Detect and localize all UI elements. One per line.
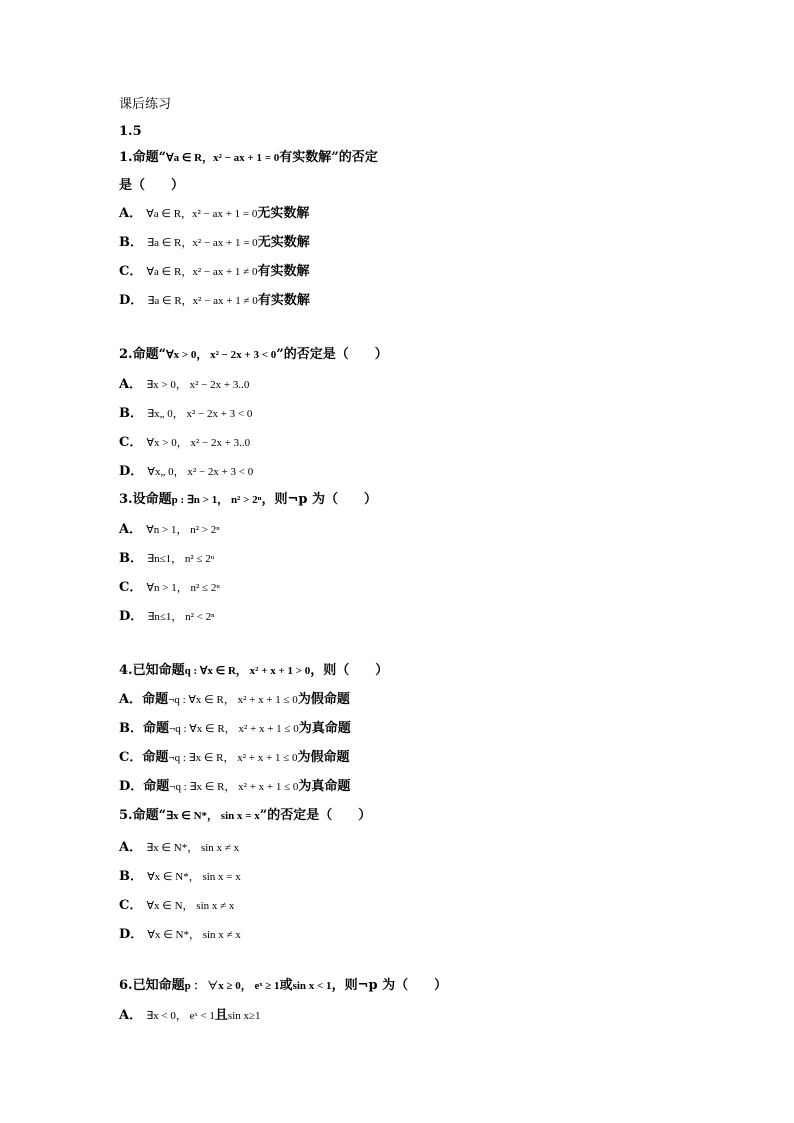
question-2-option-b: B． ∃x„ 0， x² − 2x + 3 < 0 [119, 406, 253, 421]
question-4-option-c: C．命题¬q : ∃x ∈ R， x² + x + 1 ≤ 0为假命题 [119, 750, 350, 765]
question-5-option-d: D． ∀x ∈ N*， sin x ≠ x [119, 927, 241, 942]
math-expression: ∀a ∈ R，x² − ax + 1 = 0 [166, 152, 280, 164]
question-4-stem: 4.已知命题q : ∀x ∈ R， x² + x + 1 > 0，则（ ） [119, 663, 389, 678]
question-2-option-d: D． ∀x„ 0， x² − 2x + 3 < 0 [119, 464, 254, 479]
question-6-stem: 6.已知命题p ： ∀x ≥ 0， eˣ ≥ 1或sin x < 1，则¬p 为（ ） [119, 978, 448, 993]
question-1-option-a: A． ∀a ∈ R，x² − ax + 1 = 0无实数解 [119, 206, 310, 221]
question-5-stem: 5.命题“∃x ∈ N*， sin x = x”的否定是（ ） [119, 808, 372, 823]
question-2-option-a: A． ∃x > 0， x² − 2x + 3..0 [119, 377, 250, 392]
question-5-option-b: B． ∀x ∈ N*， sin x = x [119, 869, 241, 884]
question-3-stem: 3.设命题p : ∃n > 1， n² > 2ⁿ，则¬p 为（ ） [119, 492, 377, 507]
section-number: 1.5 [119, 124, 142, 139]
question-6-option-a: A． ∃x < 0， eˣ < 1且sin x≥1 [119, 1008, 261, 1023]
question-3-option-a: A． ∀n > 1， n² > 2ⁿ [119, 522, 220, 537]
question-4-option-b: B．命题¬q : ∀x ∈ R， x² + x + 1 ≤ 0为真命题 [119, 721, 351, 736]
question-2-stem: 2.命题“∀x > 0， x² − 2x + 3 < 0”的否定是（ ） [119, 347, 388, 362]
question-2-option-c: C． ∀x > 0， x² − 2x + 3..0 [119, 435, 251, 450]
question-1-option-d: D． ∃a ∈ R，x² − ax + 1 ≠ 0有实数解 [119, 293, 310, 308]
question-3-option-d: D． ∃n≤1， n² < 2ⁿ [119, 609, 215, 624]
question-3-option-b: B． ∃n≤1， n² ≤ 2ⁿ [119, 551, 215, 566]
question-5-option-a: A． ∃x ∈ N*， sin x ≠ x [119, 840, 240, 855]
question-1-stem: 1.命题“∀a ∈ R，x² − ax + 1 = 0有实数解”的否定 [119, 150, 378, 165]
question-4-option-d: D．命题¬q : ∃x ∈ R， x² + x + 1 ≤ 0为真命题 [119, 779, 351, 794]
question-3-option-c: C． ∀n > 1， n² ≤ 2ⁿ [119, 580, 220, 595]
question-4-option-a: A．命题¬q : ∀x ∈ R， x² + x + 1 ≤ 0为假命题 [119, 692, 350, 707]
question-1-stem-cont: 是（ ） [119, 178, 185, 193]
page-title: 课后练习 [119, 97, 172, 112]
question-1-option-b: B． ∃a ∈ R，x² − ax + 1 = 0无实数解 [119, 235, 310, 250]
question-1-option-c: C． ∀a ∈ R，x² − ax + 1 ≠ 0有实数解 [119, 264, 310, 279]
question-5-option-c: C． ∀x ∈ N， sin x ≠ x [119, 898, 235, 913]
